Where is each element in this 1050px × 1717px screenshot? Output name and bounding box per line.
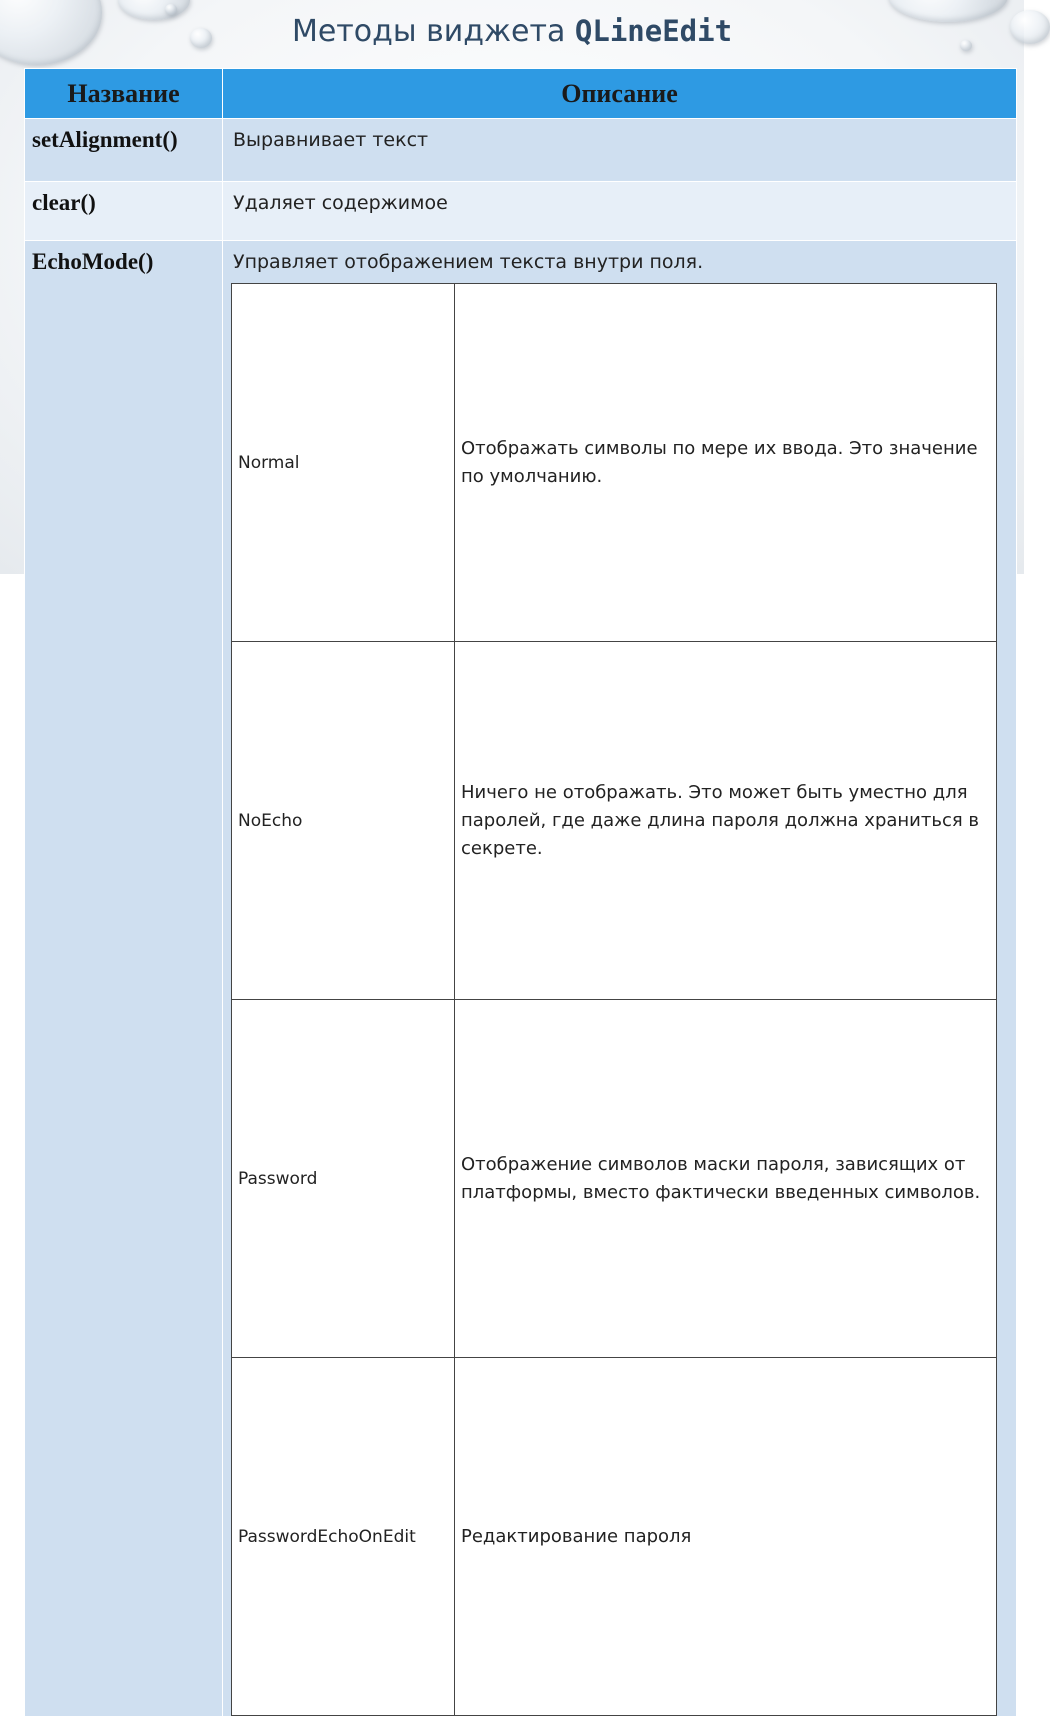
table-row: [25, 119, 1017, 182]
method-description-cell: [223, 241, 1017, 1717]
echo-mode-name: Normal: [232, 284, 455, 642]
method-description: Удаляет содержимое: [223, 182, 1017, 241]
echo-mode-name: Password: [232, 1000, 455, 1358]
method-description: Выравнивает текст: [223, 119, 1017, 182]
echo-mode-row: [232, 1358, 997, 1716]
echo-mode-description: Отображение символов маски пароля, зависящих от платформы, вместо фактически введенных символов.: [455, 1000, 997, 1358]
echo-mode-description: Отображать символы по мере их ввода. Это значение по умолчанию.: [455, 284, 997, 642]
header-description: Описание: [223, 69, 1017, 119]
echo-mode-description: Редактирование пароля: [455, 1358, 997, 1716]
header-name: Название: [25, 69, 223, 119]
slide-title: [0, 14, 1024, 49]
echo-mode-row: [232, 642, 997, 1000]
method-name: clear(): [25, 182, 223, 241]
echo-mode-row: [232, 284, 997, 642]
methods-table: [24, 68, 1017, 1717]
echo-mode-name: PasswordEchoOnEdit: [232, 1358, 455, 1716]
title-prefix: Методы виджета: [291, 14, 566, 49]
echo-mode-table: [231, 283, 997, 1716]
echo-mode-description: Ничего не отображать. Это может быть уместно для паролей, где даже длина пароля должна храниться в секрете.: [455, 642, 997, 1000]
table-header-row: [25, 69, 1017, 119]
method-name: EchoMode(): [25, 241, 223, 1717]
method-name: setAlignment(): [25, 119, 223, 182]
table-row: [25, 182, 1017, 241]
echo-mode-row: [232, 1000, 997, 1358]
echo-mode-name: NoEcho: [232, 642, 455, 1000]
table-row: [25, 241, 1017, 1717]
method-description: Управляет отображением текста внутри поля.: [233, 251, 704, 273]
title-widget-name: QLineEdit: [574, 14, 733, 48]
